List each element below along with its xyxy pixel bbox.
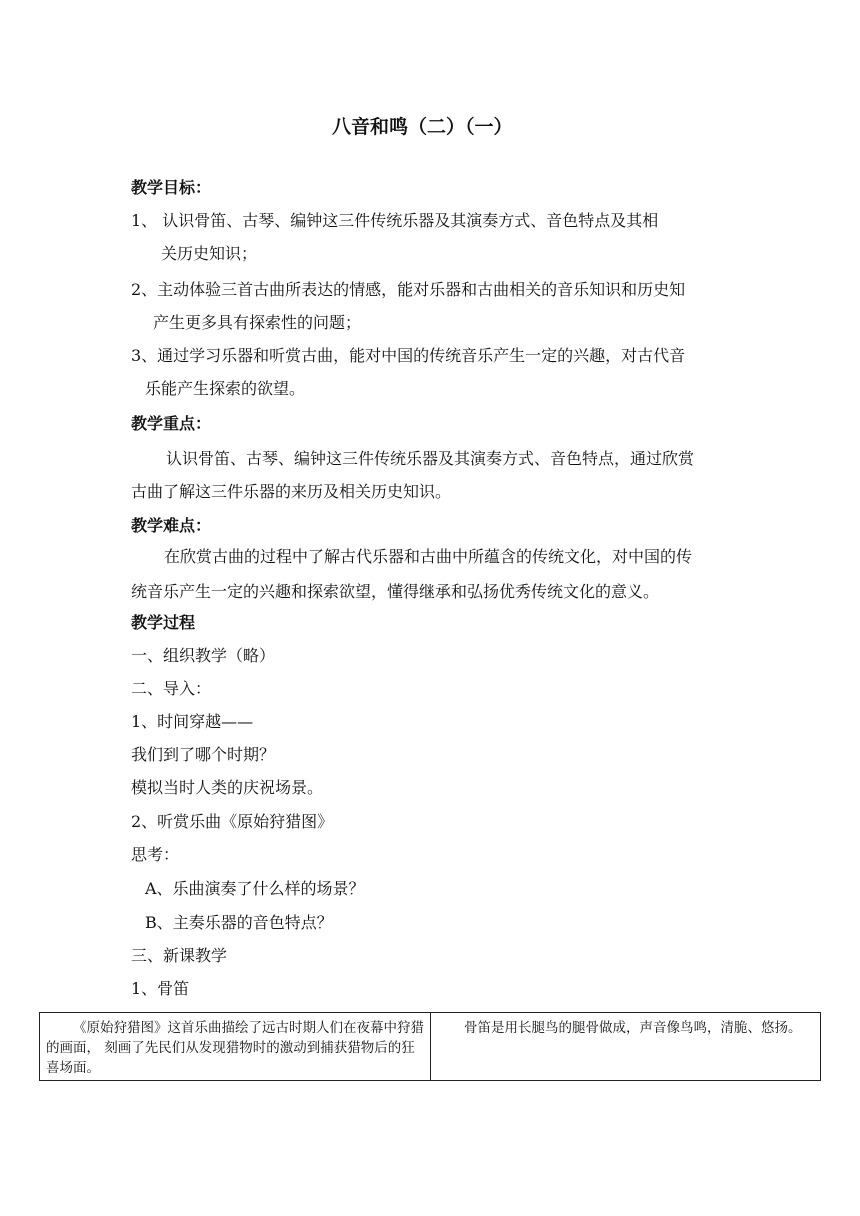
objective-1-line-1: 1、 认识骨笛、古琴、编钟这三件传统乐器及其演奏方式、音色特点及其相 [131, 211, 659, 230]
objective-3-line-1: 3、通过学习乐器和听赏古曲，能对中国的传统音乐产生一定的兴趣，对古代音 [131, 346, 686, 365]
objective-1-line-2: 关历史知识； [161, 244, 258, 263]
process-question-2: 模拟当时人类的庆祝场景。 [131, 778, 324, 797]
process-step-3: 三、新课教学 [131, 946, 228, 965]
key-points-line-1: 认识骨笛、古琴、编钟这三件传统乐器及其演奏方式、音色特点，通过欣赏 [166, 449, 695, 468]
notes-table-cell-left: 《原始狩猎图》这首乐曲描绘了远古时期人们在夜幕中狩猎的画面， 刻画了先民们从发现猎物时的激动到捕获猎物后的狂喜场面。 [40, 1013, 431, 1080]
key-points-line-2: 古曲了解这三件乐器的来历及相关历史知识。 [131, 482, 452, 501]
think-heading: 思考： [131, 845, 180, 864]
difficulties-line-1: 在欣赏古曲的过程中了解古代乐器和古曲中所蕴含的传统文化，对中国的传 [164, 547, 693, 566]
objective-2-line-2: 产生更多具有探索性的问题； [153, 313, 362, 332]
objective-2-line-1: 2、主动体验三首古曲所表达的情感，能对乐器和古曲相关的音乐知识和历史知 [131, 280, 686, 299]
process-step-2-1: 1、时间穿越—— [131, 712, 254, 731]
difficulties-line-2: 统音乐产生一定的兴趣和探索欲望，懂得继承和弘扬优秀传统文化的意义。 [131, 582, 660, 601]
notes-table-cell-right: 骨笛是用长腿鸟的腿骨做成，声音像鸟鸣，清脆、悠扬。 [464, 1020, 802, 1036]
objectives-heading: 教学目标： [131, 178, 212, 197]
process-step-3-1: 1、骨笛 [131, 979, 190, 998]
process-step-2: 二、导入： [131, 679, 212, 698]
difficulties-heading: 教学难点： [131, 516, 212, 535]
page-title: 八音和鸣（二）（一） [332, 116, 513, 138]
process-step-2-2: 2、听赏乐曲《原始狩猎图》 [131, 812, 334, 831]
process-question-1: 我们到了哪个时期？ [131, 745, 276, 764]
think-question-a: A、乐曲演奏了什么样的场景？ [145, 879, 365, 898]
notes-table [39, 1012, 821, 1081]
key-points-heading: 教学重点： [131, 414, 212, 433]
think-question-b: B、主奏乐器的音色特点？ [145, 913, 333, 932]
process-step-1: 一、组织教学（略） [131, 646, 276, 665]
objective-3-line-2: 乐能产生探索的欲望。 [145, 379, 306, 398]
process-heading: 教学过程 [131, 613, 196, 632]
